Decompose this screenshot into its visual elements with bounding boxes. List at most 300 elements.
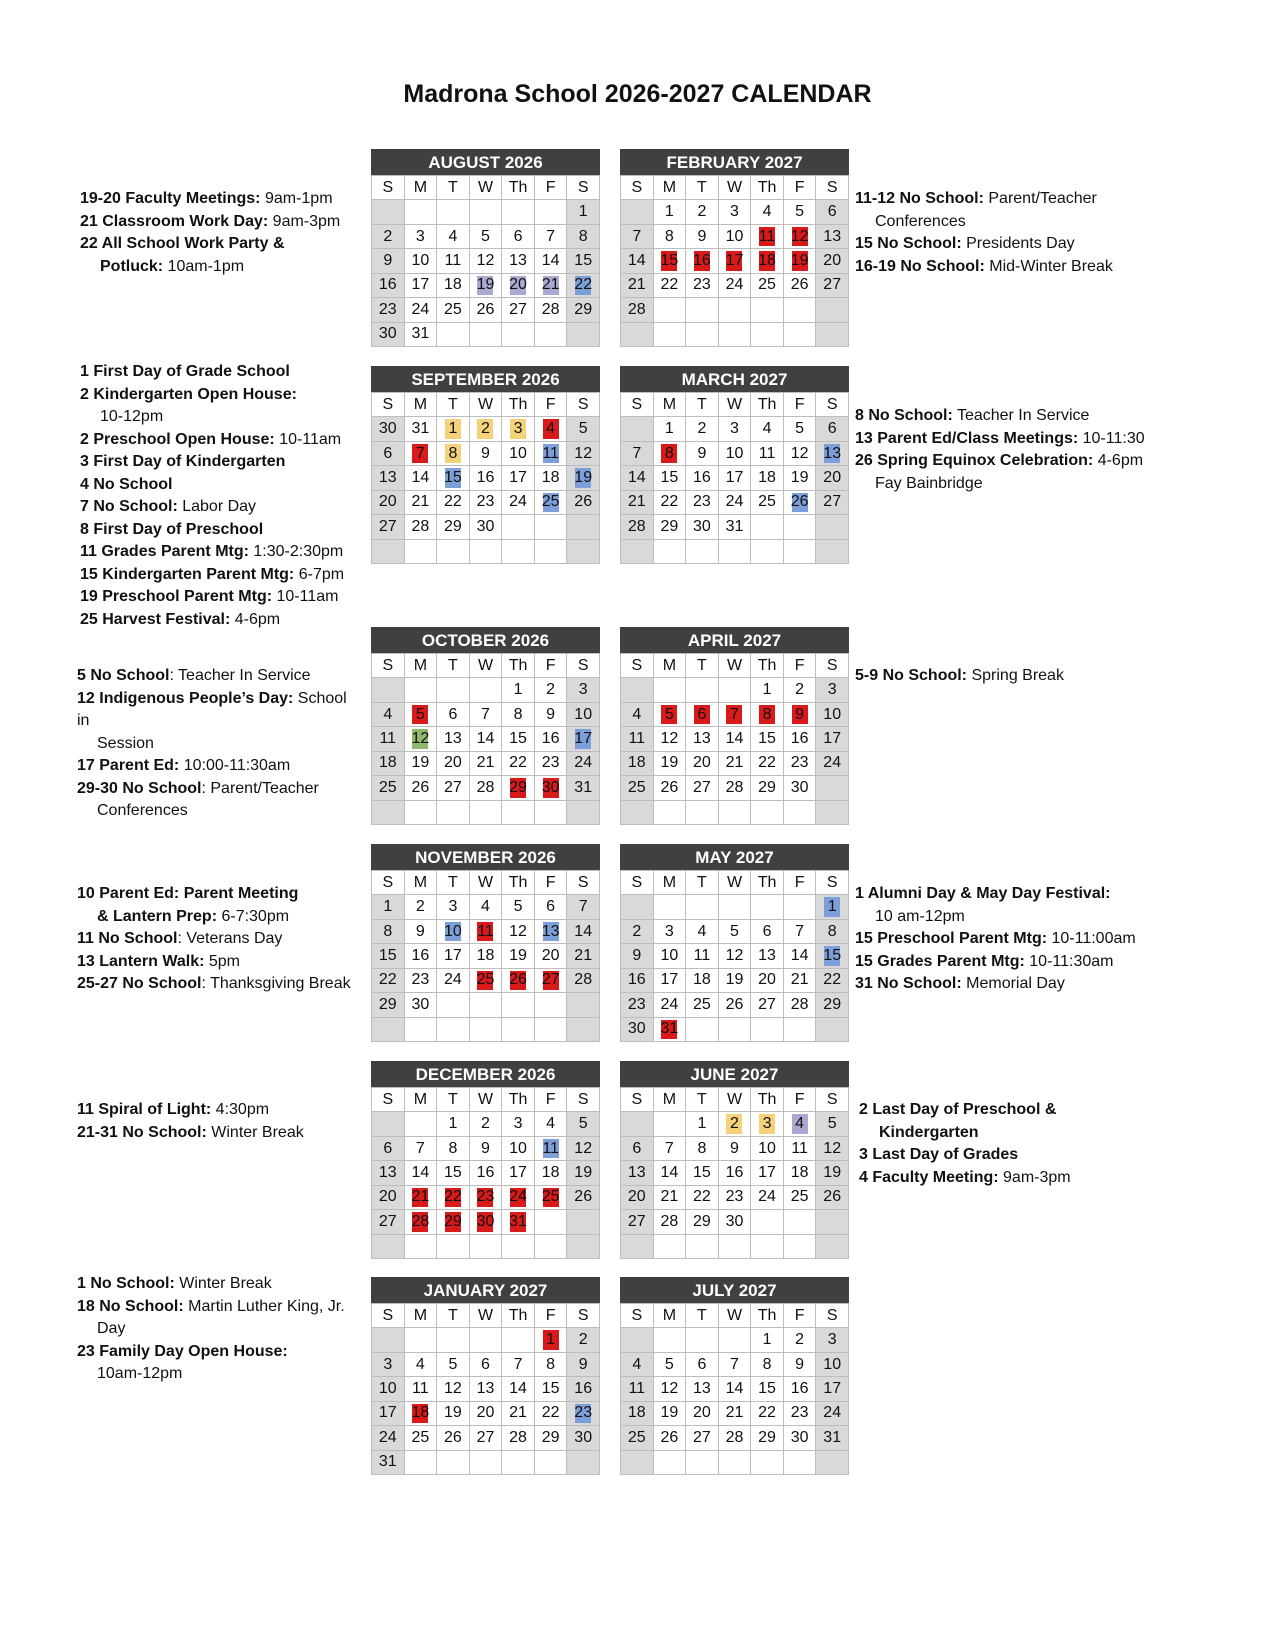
weekday-header: F [784, 654, 816, 677]
day-number: 29 [574, 300, 593, 318]
day-cell [686, 225, 718, 248]
day-cell [751, 703, 783, 726]
note-line [859, 1167, 1189, 1190]
note-text: 6-7:30pm [217, 907, 290, 925]
day-cell [654, 274, 686, 297]
day-number: 28 [411, 1212, 430, 1230]
empty-cell [719, 1328, 751, 1351]
day-number: 28 [574, 971, 593, 989]
day-cell [784, 1328, 816, 1351]
day-cell [816, 1353, 848, 1376]
empty-cell [535, 1451, 567, 1474]
note-label: 2 Preschool Open House: [80, 430, 275, 448]
note-text: 10-11:00am [1047, 930, 1136, 947]
day-cell [405, 225, 437, 248]
note-label: 4 No School [80, 475, 173, 493]
day-number: 5 [795, 420, 805, 438]
empty-cell [719, 323, 751, 346]
day-number: 13 [476, 1379, 495, 1397]
note-label: & Lantern Prep: [97, 907, 218, 925]
day-number: 19 [574, 1163, 593, 1181]
weekday-header: F [535, 654, 567, 677]
empty-cell [654, 1328, 686, 1351]
day-cell [502, 920, 534, 943]
day-cell [816, 466, 848, 489]
empty-cell [372, 540, 404, 563]
day-cell [405, 1353, 437, 1376]
day-number: 22 [660, 276, 679, 294]
day-number: 8 [513, 705, 523, 723]
day-cell [405, 442, 437, 465]
month-title: FEBRUARY 2027 [620, 149, 849, 175]
day-number: 25 [476, 971, 495, 989]
month-title: APRIL 2027 [620, 627, 849, 653]
day-cell [502, 1402, 534, 1425]
day-cell [719, 1210, 751, 1233]
empty-cell [405, 540, 437, 563]
empty-cell [535, 200, 567, 223]
note-text: 6-7pm [294, 565, 345, 583]
day-number: 22 [509, 754, 527, 772]
day-cell [437, 920, 469, 943]
day-number: 23 [378, 300, 397, 318]
empty-cell [502, 515, 534, 538]
note-line [77, 906, 367, 929]
day-cell [816, 969, 848, 992]
empty-cell [437, 1451, 469, 1474]
day-cell [621, 752, 653, 775]
day-cell [470, 703, 502, 726]
day-number: 3 [730, 420, 739, 438]
day-number: 27 [693, 1428, 711, 1446]
month-grid [372, 393, 599, 563]
month-jul [620, 1277, 849, 1475]
weekday-header: M [654, 1304, 686, 1327]
day-number: 6 [481, 1355, 490, 1373]
day-cell [470, 1353, 502, 1376]
day-cell [405, 1137, 437, 1160]
note-label: 21 Classroom Work Day: [80, 212, 269, 230]
day-number: 16 [411, 946, 430, 964]
day-cell [654, 703, 686, 726]
day-cell [719, 491, 751, 514]
day-cell [621, 1210, 653, 1233]
day-cell [535, 225, 567, 248]
day-number: 1 [762, 1331, 772, 1349]
day-cell [405, 274, 437, 297]
day-number: 27 [378, 517, 397, 535]
day-number: 22 [541, 1404, 560, 1422]
note-label: 11 Grades Parent Mtg: [80, 543, 249, 560]
empty-cell [816, 1451, 848, 1474]
day-number: 4 [415, 1355, 425, 1373]
weekday-header: Th [751, 1304, 783, 1327]
day-number: 6 [383, 444, 393, 462]
empty-cell [654, 801, 686, 824]
empty-cell [470, 993, 502, 1016]
day-number: 31 [411, 325, 430, 343]
weekday-header: Th [751, 393, 783, 416]
note-label: 15 Kindergarten Parent Mtg: [80, 565, 295, 583]
day-cell [405, 298, 437, 321]
note-text: 10:00-11:30am [179, 757, 291, 774]
day-number: 19 [660, 1404, 679, 1422]
day-cell [686, 1402, 718, 1425]
day-cell [502, 703, 534, 726]
day-cell [535, 752, 567, 775]
day-cell [502, 298, 534, 321]
day-cell [437, 442, 469, 465]
month-title: JULY 2027 [620, 1277, 849, 1303]
day-cell [437, 249, 469, 272]
day-cell [502, 1210, 534, 1233]
month-title: AUGUST 2026 [371, 149, 600, 175]
weekday-header: S [816, 393, 848, 416]
note-label: 11 No School [77, 930, 178, 947]
day-cell [751, 1328, 783, 1351]
day-cell [405, 895, 437, 918]
day-cell [567, 1377, 599, 1400]
note-line [77, 755, 362, 778]
day-number: 19 [660, 754, 679, 772]
day-number: 17 [725, 468, 744, 486]
day-cell [437, 944, 469, 967]
day-number: 28 [411, 517, 430, 535]
day-number: 15 [541, 1379, 560, 1397]
day-number: 23 [627, 995, 646, 1013]
day-number: 9 [415, 922, 425, 940]
month-grid [372, 654, 599, 824]
day-number: 15 [693, 1163, 711, 1181]
note-label: 29-30 No School [77, 779, 202, 797]
empty-cell [470, 1235, 502, 1258]
day-cell [470, 417, 502, 440]
weekday-header: W [470, 654, 502, 677]
day-number: 26 [660, 778, 679, 796]
empty-cell [437, 1328, 469, 1351]
day-cell [654, 491, 686, 514]
day-cell [567, 1402, 599, 1425]
day-cell [372, 1137, 404, 1160]
day-number: 14 [660, 1163, 679, 1181]
note-text: School in [77, 689, 347, 729]
day-cell [502, 249, 534, 272]
empty-cell [784, 801, 816, 824]
note-label: Potluck: [100, 257, 164, 275]
day-number: 3 [448, 898, 458, 916]
day-cell [470, 515, 502, 538]
empty-cell [621, 417, 653, 440]
day-cell [751, 1112, 783, 1135]
day-number: 18 [541, 1163, 560, 1181]
day-cell [654, 200, 686, 223]
day-number: 19 [411, 754, 430, 772]
note-line [855, 405, 1185, 428]
day-number: 14 [627, 251, 646, 269]
day-number: 17 [509, 468, 527, 486]
note-text: 10-11am [272, 588, 339, 605]
day-number: 18 [411, 1404, 430, 1422]
day-number: 9 [383, 251, 393, 269]
day-number: 7 [415, 1139, 425, 1157]
day-number: 21 [574, 946, 593, 964]
month-grid [621, 1304, 848, 1474]
month-grid [621, 654, 848, 824]
day-number: 1 [513, 681, 523, 699]
day-number: 5 [795, 203, 805, 221]
note-label: 11-12 No School: [855, 190, 984, 207]
weekday-header: S [372, 654, 404, 677]
day-number: 19 [574, 468, 593, 486]
day-number: 5 [481, 227, 490, 245]
weekday-header: W [470, 176, 502, 199]
empty-cell [535, 1235, 567, 1258]
day-cell [502, 1426, 534, 1449]
note-label: 13 Parent Ed/Class Meetings: [855, 429, 1079, 447]
month-grid [372, 176, 599, 346]
day-cell [719, 466, 751, 489]
day-number: 25 [411, 1428, 430, 1446]
day-cell [567, 920, 599, 943]
day-number: 4 [762, 420, 772, 438]
weekday-header: F [784, 393, 816, 416]
day-cell [535, 1112, 567, 1135]
empty-cell [654, 1451, 686, 1474]
day-cell [654, 727, 686, 750]
day-number: 20 [823, 468, 842, 486]
weekday-header: S [567, 176, 599, 199]
empty-cell [405, 678, 437, 701]
month-feb [620, 149, 849, 347]
empty-cell [686, 678, 718, 701]
empty-cell [751, 540, 783, 563]
day-cell [437, 752, 469, 775]
day-cell [751, 1377, 783, 1400]
note-line [80, 233, 360, 256]
day-number: 26 [574, 1188, 593, 1206]
day-cell [470, 1210, 502, 1233]
day-cell [751, 417, 783, 440]
empty-cell [654, 540, 686, 563]
day-number: 20 [378, 493, 397, 511]
note-line [80, 188, 360, 211]
empty-cell [372, 1018, 404, 1041]
day-cell [372, 515, 404, 538]
day-cell [784, 1426, 816, 1449]
day-cell [621, 1402, 653, 1425]
day-cell [621, 993, 653, 1016]
empty-cell [621, 1235, 653, 1258]
note-line [855, 233, 1185, 256]
day-number: 6 [762, 922, 772, 940]
note-label: Kindergarten [879, 1123, 979, 1141]
day-number: 14 [725, 1379, 744, 1397]
note-label: 1 First Day of Grade School [80, 363, 290, 380]
note-line [77, 665, 362, 688]
note-label: 15 No School: [855, 235, 962, 252]
day-number: 13 [378, 468, 397, 486]
day-number: 4 [546, 1115, 556, 1133]
weekday-header: S [567, 1088, 599, 1111]
note-label: 21-31 No School: [77, 1123, 207, 1141]
day-cell [470, 1112, 502, 1135]
day-number: 30 [378, 325, 397, 343]
empty-cell [784, 1018, 816, 1041]
weekday-header: S [567, 871, 599, 894]
note-text: 1:30-2:30pm [248, 543, 344, 560]
day-number: 17 [660, 971, 679, 989]
day-cell [372, 417, 404, 440]
empty-cell [470, 801, 502, 824]
day-number: 27 [823, 276, 842, 294]
day-number: 8 [546, 1355, 556, 1373]
day-number: 2 [578, 1331, 588, 1349]
month-title: MAY 2027 [620, 844, 849, 870]
day-cell [502, 727, 534, 750]
weekday-header: W [470, 1304, 502, 1327]
note-line [80, 406, 365, 429]
day-number: 12 [574, 1139, 593, 1157]
day-number: 12 [790, 227, 809, 245]
day-cell [502, 1137, 534, 1160]
weekday-header: T [437, 176, 469, 199]
day-cell [719, 1137, 751, 1160]
note-line [80, 211, 360, 234]
day-number: 9 [481, 1139, 490, 1157]
day-number: 8 [697, 1139, 707, 1157]
day-number: 13 [823, 227, 842, 245]
day-cell [784, 920, 816, 943]
day-cell [372, 1377, 404, 1400]
month-grid [372, 871, 599, 1041]
day-cell [784, 1402, 816, 1425]
day-number: 16 [790, 729, 809, 747]
day-number: 3 [513, 1115, 523, 1133]
month-title: NOVEMBER 2026 [371, 844, 600, 870]
empty-cell [567, 993, 599, 1016]
day-number: 19 [509, 946, 527, 964]
weekday-header: S [567, 654, 599, 677]
day-number: 6 [383, 1139, 393, 1157]
day-number: 6 [632, 1139, 642, 1157]
day-number: 17 [378, 1404, 397, 1422]
day-number: 11 [628, 729, 646, 747]
weekday-header: S [567, 393, 599, 416]
empty-cell [621, 1451, 653, 1474]
day-number: 5 [513, 898, 523, 916]
empty-cell [535, 515, 567, 538]
day-cell [719, 776, 751, 799]
day-number: 9 [697, 227, 707, 245]
day-number: 26 [444, 1428, 462, 1446]
day-number: 14 [574, 922, 593, 940]
weekday-header: W [719, 393, 751, 416]
day-cell [621, 1353, 653, 1376]
day-cell [751, 920, 783, 943]
empty-cell [816, 298, 848, 321]
day-number: 28 [790, 995, 809, 1013]
weekday-header: Th [751, 176, 783, 199]
day-number: 16 [574, 1379, 593, 1397]
empty-cell [567, 1451, 599, 1474]
note-text: 10 am-12pm [875, 907, 965, 925]
day-number: 2 [546, 681, 556, 699]
day-number: 23 [541, 754, 560, 772]
day-number: 25 [541, 493, 560, 511]
day-number: 31 [509, 1212, 527, 1230]
empty-cell [535, 540, 567, 563]
day-cell [686, 1112, 718, 1135]
day-number: 4 [448, 227, 458, 245]
day-cell [470, 895, 502, 918]
note-line [855, 450, 1185, 473]
weekday-header: S [816, 176, 848, 199]
empty-cell [470, 1451, 502, 1474]
day-cell [719, 1426, 751, 1449]
day-cell [437, 298, 469, 321]
empty-cell [719, 678, 751, 701]
day-number: 20 [476, 1404, 495, 1422]
day-cell [719, 1186, 751, 1209]
note-line [77, 1341, 367, 1364]
day-number: 3 [664, 922, 674, 940]
day-cell [654, 920, 686, 943]
month-oct [371, 627, 600, 825]
day-cell [372, 249, 404, 272]
day-cell [502, 466, 534, 489]
month-sep [371, 366, 600, 564]
day-number: 15 [509, 729, 527, 747]
weekday-header: F [535, 1304, 567, 1327]
day-cell [816, 1137, 848, 1160]
day-number: 17 [823, 1379, 842, 1397]
empty-cell [405, 1018, 437, 1041]
day-cell [816, 1186, 848, 1209]
day-cell [372, 1451, 404, 1474]
weekday-header: Th [502, 1304, 534, 1327]
day-number: 13 [509, 251, 527, 269]
day-number: 1 [697, 1115, 707, 1133]
day-number: 7 [795, 922, 805, 940]
note-text: : Veterans Day [177, 930, 283, 947]
day-cell [470, 752, 502, 775]
day-number: 3 [827, 1331, 837, 1349]
weekday-header: S [372, 871, 404, 894]
note-line [855, 951, 1185, 974]
day-number: 24 [444, 971, 462, 989]
day-number: 1 [448, 420, 458, 438]
day-number: 15 [823, 946, 842, 964]
empty-cell [535, 1018, 567, 1041]
day-number: 7 [513, 1355, 523, 1373]
month-mar [620, 366, 849, 564]
empty-cell [405, 1328, 437, 1351]
day-number: 30 [541, 778, 560, 796]
day-cell [437, 491, 469, 514]
day-number: 18 [541, 468, 560, 486]
day-number: 21 [627, 493, 646, 511]
day-number: 22 [823, 971, 842, 989]
day-number: 3 [513, 420, 523, 438]
day-number: 30 [574, 1428, 593, 1446]
day-cell [751, 752, 783, 775]
day-cell [784, 1137, 816, 1160]
day-cell [719, 1161, 751, 1184]
month-grid [621, 176, 848, 346]
weekday-header: F [535, 176, 567, 199]
day-cell [816, 1377, 848, 1400]
day-cell [784, 442, 816, 465]
